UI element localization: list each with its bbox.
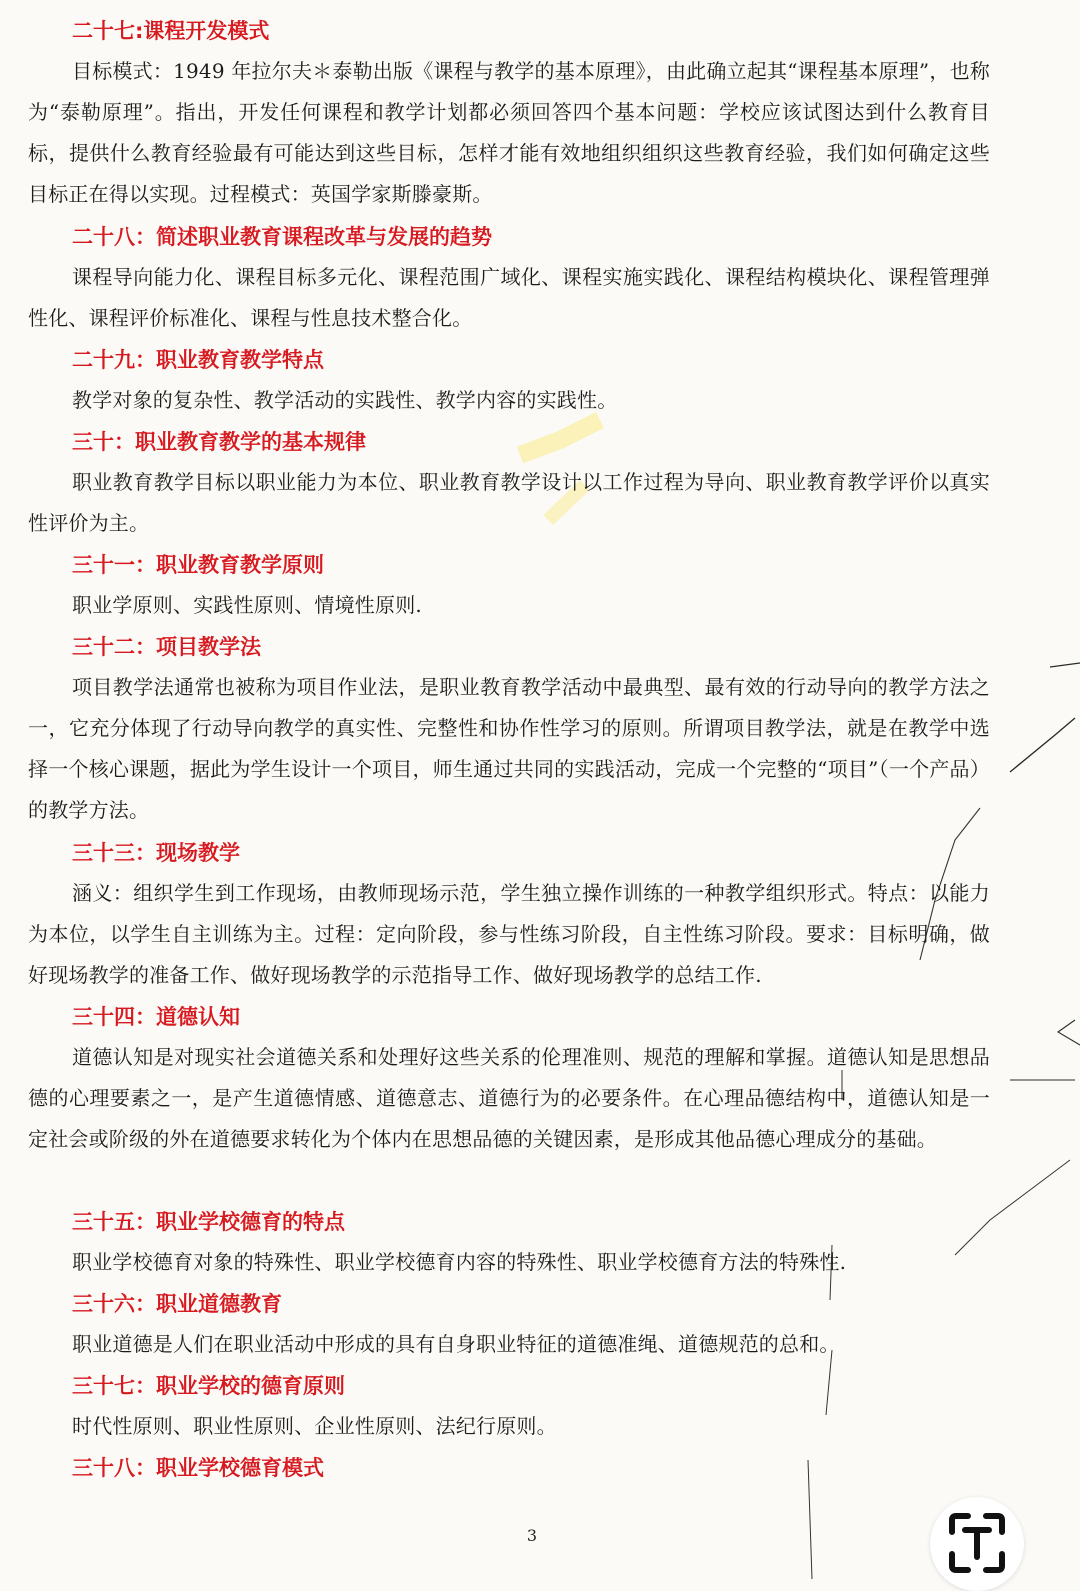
section-heading: 二十七:课程开发模式: [72, 19, 270, 43]
section-heading: 三十四：道德认知: [72, 1005, 240, 1029]
section-body: 职业教育教学目标以职业能力为本位、职业教育教学设计以工作过程为导向、职业教育教学评价以真实性评价为主。: [28, 470, 990, 535]
section-heading: 二十九：职业教育教学特点: [72, 348, 324, 372]
section-heading: 三十七：职业学校的德育原则: [72, 1374, 345, 1398]
section-body: 项目教学法通常也被称为项目作业法，是职业教育教学活动中最典型、最有效的行动导向的教学方法之一，它充分体现了行动导向教学的真实性、完整性和协作性学习的原则。所谓项目教学法，就是在教学中选择一个核心课题，据此为学生设计一个项目，师生通过共同的实践活动，完成一个完整的“项目”（一个产品）的教学方法。: [28, 675, 990, 822]
text-scan-button[interactable]: [930, 1497, 1024, 1591]
section-body: 道德认知是对现实社会道德关系和处理好这些关系的伦理准则、规范的理解和掌握。道德认知是思想品德的心理要素之一，是产生道德情感、道德意志、道德行为的必要条件。在心理品德结构中，道德认知是一定社会或阶级的外在道德要求转化为个体内在思想品德的关键因素，是形成其他品德心理成分的基础。: [28, 1045, 990, 1151]
page-number: 3: [526, 1526, 538, 1545]
section-body: 职业道德是人们在职业活动中形成的具有自身职业特征的道德准绳、道德规范的总和。: [72, 1332, 840, 1356]
section-heading: 三十二：项目教学法: [72, 635, 261, 659]
section-body: 目标模式：1949 年拉尔夫＊泰勒出版《课程与教学的基本原理》，由此确立起其“课程基本原理”，也称为“泰勒原理”。指出，开发任何课程和教学计划都必须回答四个基本问题：学校应该试图达到什么教育目标，提供什么教育经验最有可能达到这些目标，怎样才能有效地组织组织这些教育经验，我们如何确定这些目标正在得以实现。过程模式：英国学家斯滕豪斯。: [28, 59, 990, 206]
section-heading: 二十八：简述职业教育课程改革与发展的趋势: [72, 225, 492, 249]
section-body: 课程导向能力化、课程目标多元化、课程范围广域化、课程实施实践化、课程结构模块化、课程管理弹性化、课程评价标准化、课程与性息技术整合化。: [28, 265, 990, 330]
section-heading: 三十三：现场教学: [72, 841, 240, 865]
section-heading: 三十五：职业学校德育的特点: [72, 1210, 345, 1234]
section-body: 时代性原则、职业性原则、企业性原则、法纪行原则。: [72, 1414, 557, 1438]
section-body: 职业学原则、实践性原则、情境性原则.: [72, 593, 422, 617]
section-body: 职业学校德育对象的特殊性、职业学校德育内容的特殊性、职业学校德育方法的特殊性.: [72, 1250, 847, 1274]
section-heading: 三十：职业教育教学的基本规律: [72, 430, 366, 454]
text-scan-icon: [948, 1512, 1006, 1574]
section-body: 教学对象的复杂性、教学活动的实践性、教学内容的实践性。: [72, 388, 618, 412]
section-heading: 三十六：职业道德教育: [72, 1292, 282, 1316]
section-heading: 三十一：职业教育教学原则: [72, 553, 324, 577]
section-body: 涵义：组织学生到工作现场，由教师现场示范，学生独立操作训练的一种教学组织形式。特点：以能力为本位，以学生自主训练为主。过程：定向阶段，参与性练习阶段，自主性练习阶段。要求：目标明确，做好现场教学的准备工作、做好现场教学的示范指导工作、做好现场教学的总结工作.: [28, 881, 990, 987]
section-heading: 三十八：职业学校德育模式: [72, 1456, 324, 1480]
